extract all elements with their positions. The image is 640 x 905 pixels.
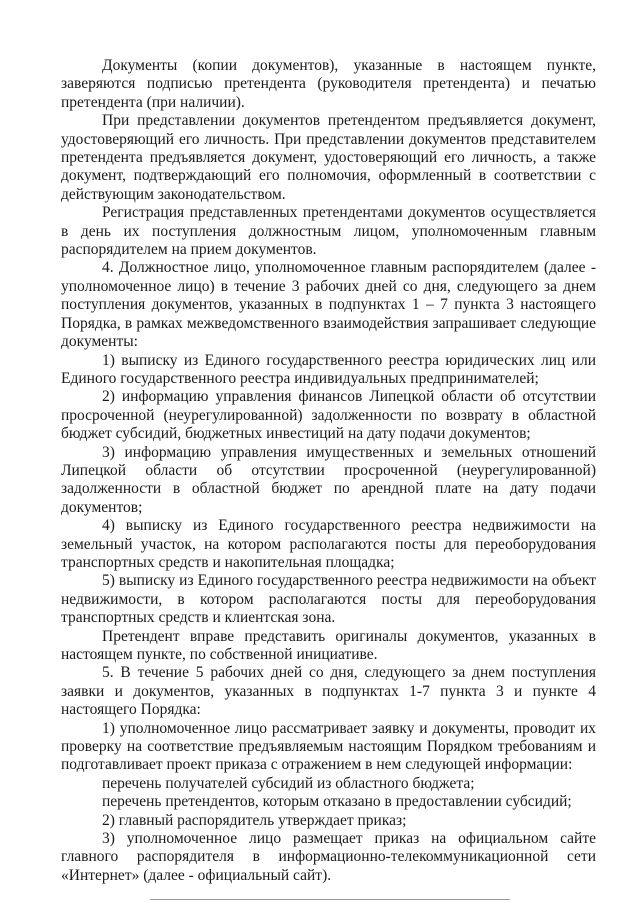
list-item-4: 4) выписку из Единого государственного реестра недвижимости на земельный участок, на котором располагаются посты для переоборудования транспортных средств и накопительная площадка; [61, 517, 596, 571]
paragraph-registration: Регистрация представленных претендентами документов осуществляется в день их поступления должностным лицом, уполномоченным главным распорядителем на прием документов. [61, 204, 596, 259]
list-item-2: 2) информацию управления финансов Липецкой области об отсутствии просроченной (неурегулированной) задолженности по возврату в областной бюджет субсидий, бюджетных инвестиций на дату подачи документов; [61, 388, 596, 443]
list-rejected: перечень претендентов, которым отказано в предоставлении субсидий; [102, 793, 572, 811]
paragraph-certification: Документы (копии документов), указанные в настоящем пункте, заверяются подписью претендента (руководителя претендента) и печатью претендента (при наличии). [61, 57, 596, 111]
list-item-3: 3) информацию управления имущественных и земельных отношений Липецкой области об отсутствии просроченной (неурегулированной) задолженности в областной бюджет по арендной плате на дату подачи документов; [61, 443, 596, 516]
list-recipients: перечень получателей субсидий из областного бюджета; [102, 774, 475, 792]
clause-5-item-1: 1) уполномоченное лицо рассматривает заявку и документы, проводит их проверку на соответствие предъявляемым настоящим Порядком требованиям и подготавливает проект приказа с отражением в нем следующей информации: [61, 719, 596, 774]
paragraph-clause-4: 4. Должностное лицо, уполномоченное главным распорядителем (далее - уполномоченное лицо) в течение 3 рабочих дней со дня, следующего за днем поступления документов, указанных в подпунктах 1 – 7 пункта 3 настоящего Порядка, в рамках межведомственного взаимодействия запрашивает следующие документы: [61, 259, 596, 351]
clause-5-item-2: 2) главный распорядитель утверждает приказ; [102, 811, 407, 829]
page-bottom-edge [150, 899, 510, 900]
list-item-5: 5) выписку из Единого государственного реестра недвижимости на объект недвижимости, в котором располагаются посты для переоборудования транспортных средств и клиентская зона. [61, 572, 596, 627]
list-item-1: 1) выписку из Единого государственного реестра юридических лиц или Единого государственного реестра индивидуальных предпринимателей; [61, 351, 596, 387]
paragraph-identity: При представлении документов претендентом предъявляется документ, удостоверяющий его личность. При представлении документов представителем претендента предъявляется документ, удостоверяющий его личность, а также документ, подтверждающий его полномочия, оформленный в соответствии с действующим законодательством. [61, 112, 596, 203]
clause-5-item-3: 3) уполномоченное лицо размещает приказ на официальном сайте главного распорядителя в информационно-телекоммуникационной сети «Интернет» (далее - официальный сайт). [61, 830, 596, 884]
paragraph-originals: Претендент вправе представить оригиналы документов, указанных в настоящем пункте, по собственной инициативе. [61, 627, 596, 663]
paragraph-clause-5: 5. В течение 5 рабочих дней со дня, следующего за днем поступления заявки и документов, указанных в подпунктах 1-7 пункта 3 и пункте 4 настоящего Порядка: [61, 664, 596, 719]
